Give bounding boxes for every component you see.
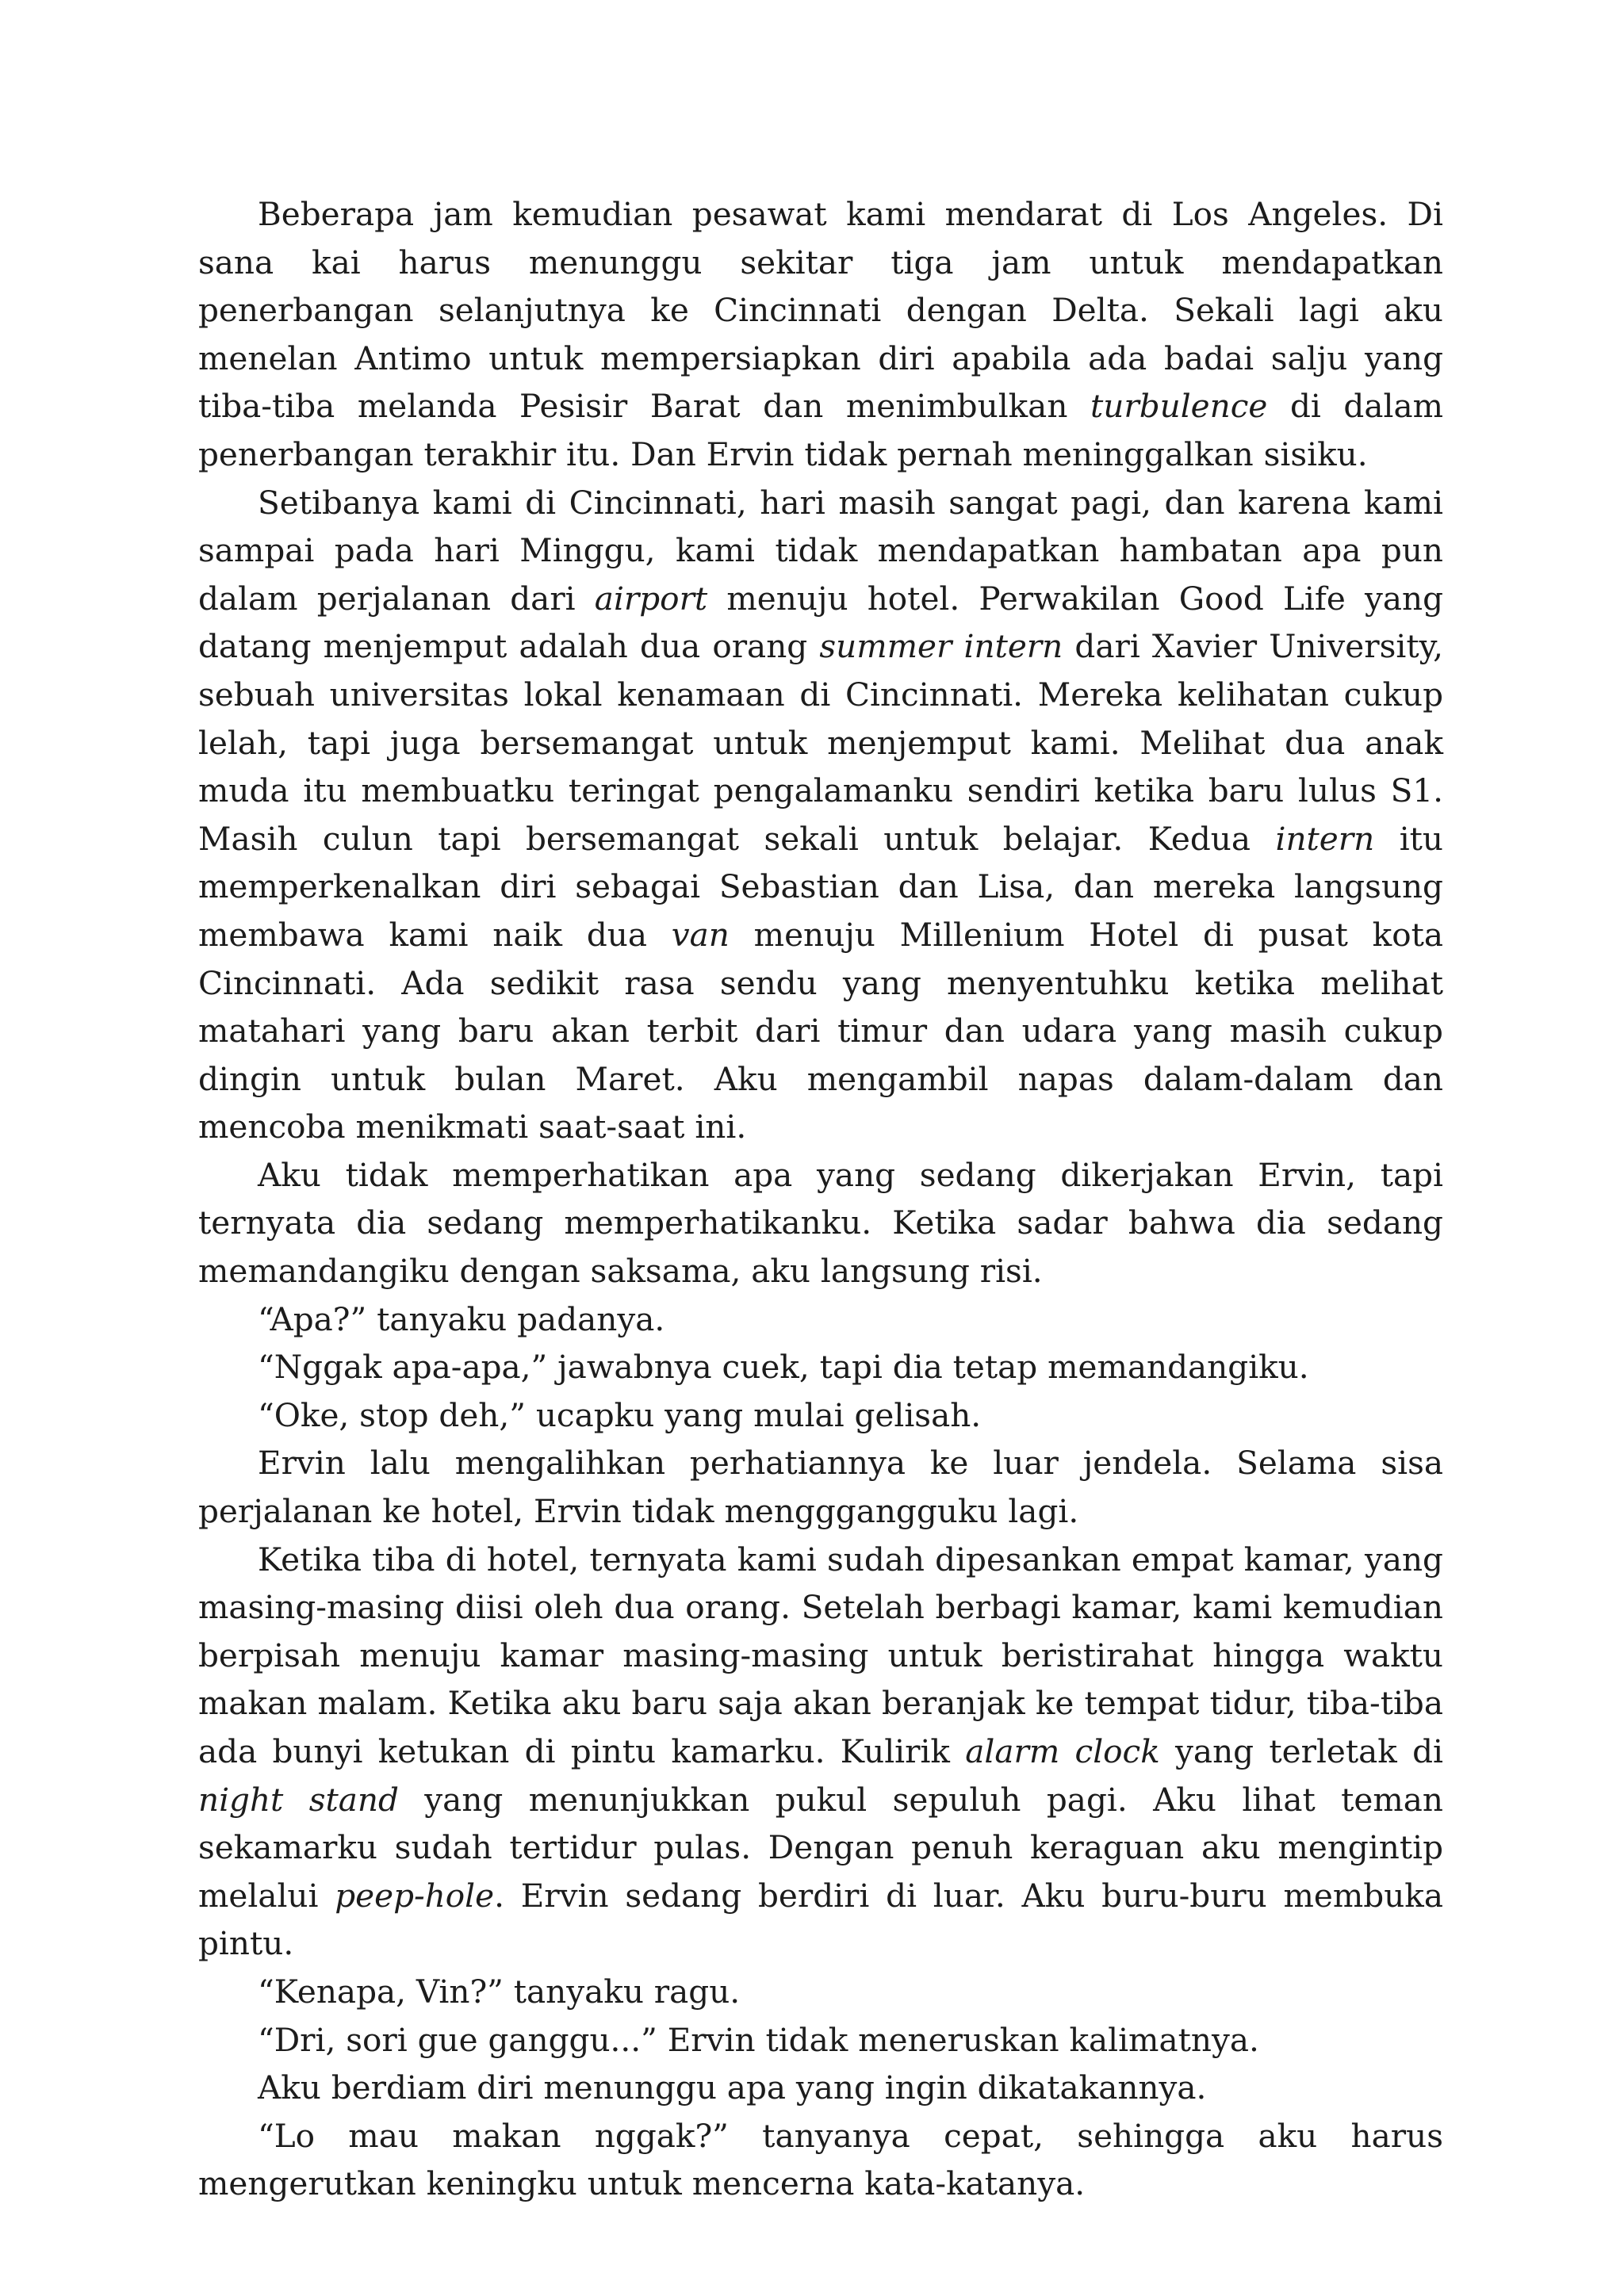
text-segment: “Nggak apa-apa,” jawabnya cuek, tapi dia tetap memandangiku. [258,1348,1309,1387]
paragraph-4 [198,1295,1443,1344]
italic-text-segment: van [671,915,730,954]
italic-text-segment: alarm clock [965,1732,1160,1770]
paragraph-8 [198,1536,1443,1968]
text-segment: Ervin lalu mengalihkan perhatiannya ke luar jendela. Selama sisa perjalanan ke hotel, Ervin tidak mengggangguku lagi. [198,1444,1443,1531]
italic-text-segment: airport [594,579,708,618]
paragraph-11 [198,2064,1443,2112]
text-segment: yang menunjukkan pukul sepuluh pagi. Aku lihat teman sekamarku sudah tertidur pulas. Dengan penuh keraguan aku mengintip melalui [198,1780,1443,1915]
paragraph-10 [198,2016,1443,2064]
document-page [198,190,1443,2208]
italic-text-segment: intern [1275,819,1375,858]
paragraph-2 [198,479,1443,1151]
text-segment: yang terletak di [1159,1732,1443,1770]
text-segment: “Oke, stop deh,” ucapku yang mulai gelisah. [258,1395,982,1434]
text-segment: Beberapa jam kemudian pesawat kami mendarat di Los Angeles. Di sana kai harus menunggu sekitar tiga jam untuk mendapatkan penerbangan selanjutnya ke Cincinnati dengan Delta. Sekali lagi aku menelan Antimo untuk mempersiapkan diri apabila ada badai salju yang tiba-tiba melanda Pesisir Barat dan menimbulkan [198,195,1443,426]
paragraph-7 [198,1439,1443,1535]
text-segment: . Ervin sedang berdiri di luar. Aku buru-buru membuka pintu. [198,1876,1443,1963]
text-segment: menuju Millenium Hotel di pusat kota Cincinnati. Ada sedikit rasa sendu yang menyentuhku ketika melihat matahari yang baru akan terbit dari timur dan udara yang masih cukup dingin untuk bulan Maret. Aku mengambil napas dalam-dalam dan mencoba menikmati saat-saat ini. [198,915,1443,1146]
paragraph-3 [198,1151,1443,1295]
text-segment: “Apa?” tanyaku padanya. [258,1299,665,1338]
text-segment: itu memperkenalkan diri sebagai Sebastian dan Lisa, dan mereka langsung membawa kami naik dua [198,819,1444,954]
text-segment: Aku tidak memperhatikan apa yang sedang dikerjakan Ervin, tapi ternyata dia sedang memperhatikanku. Ketika sadar bahwa dia sedang memandangiku dengan saksama, aku langsung risi. [198,1155,1443,1291]
text-segment: di dalam penerbangan terakhir itu. Dan Ervin tidak pernah meninggalkan sisiku. [198,387,1443,473]
italic-text-segment: summer intern [819,627,1063,666]
text-segment: Setibanya kami di Cincinnati, hari masih sangat pagi, dan karena kami sampai pada hari Minggu, kami tidak mendapatkan hambatan apa pun dalam perjalanan dari [198,483,1443,618]
paragraph-1 [198,190,1443,479]
text-segment: “Kenapa, Vin?” tanyaku ragu. [258,1972,741,2011]
italic-text-segment: peep-hole [335,1876,495,1915]
text-segment: Ketika tiba di hotel, ternyata kami sudah dipesankan empat kamar, yang masing-masing diisi oleh dua orang. Setelah berbagi kamar, kami kemudian berpisah menuju kamar masing-masing untuk beristirahat hingga waktu makan malam. Ketika aku baru saja akan beranjak ke tempat tidur, tiba-tiba ada bunyi ketukan di pintu kamarku. Kulirik [198,1540,1443,1770]
text-segment: “Dri, sori gue ganggu...” Ervin tidak meneruskan kalimatnya. [258,2020,1259,2059]
paragraph-5 [198,1343,1443,1391]
text-segment: Aku berdiam diri menunggu apa yang ingin dikatakannya. [258,2068,1207,2107]
text-segment: “Lo mau makan nggak?” tanyanya cepat, sehingga aku harus mengerutkan keningku untuk mencerna kata-katanya. [198,2116,1443,2203]
text-segment: dari Xavier University, sebuah universitas lokal kenamaan di Cincinnati. Mereka kelihatan cukup lelah, tapi juga bersemangat untuk menjemput kami. Melihat dua anak muda itu membuatku teringat pengalamanku sendiri ketika baru lulus S1. Masih culun tapi bersemangat sekali untuk belajar. Kedua [198,627,1443,858]
italic-text-segment: night stand [198,1780,399,1819]
italic-text-segment: turbulence [1090,387,1268,426]
paragraph-6 [198,1391,1443,1440]
paragraph-12 [198,2112,1443,2208]
paragraph-9 [198,1968,1443,2016]
text-segment: menuju hotel. Perwakilan Good Life yang datang menjemput adalah dua orang [198,579,1443,666]
